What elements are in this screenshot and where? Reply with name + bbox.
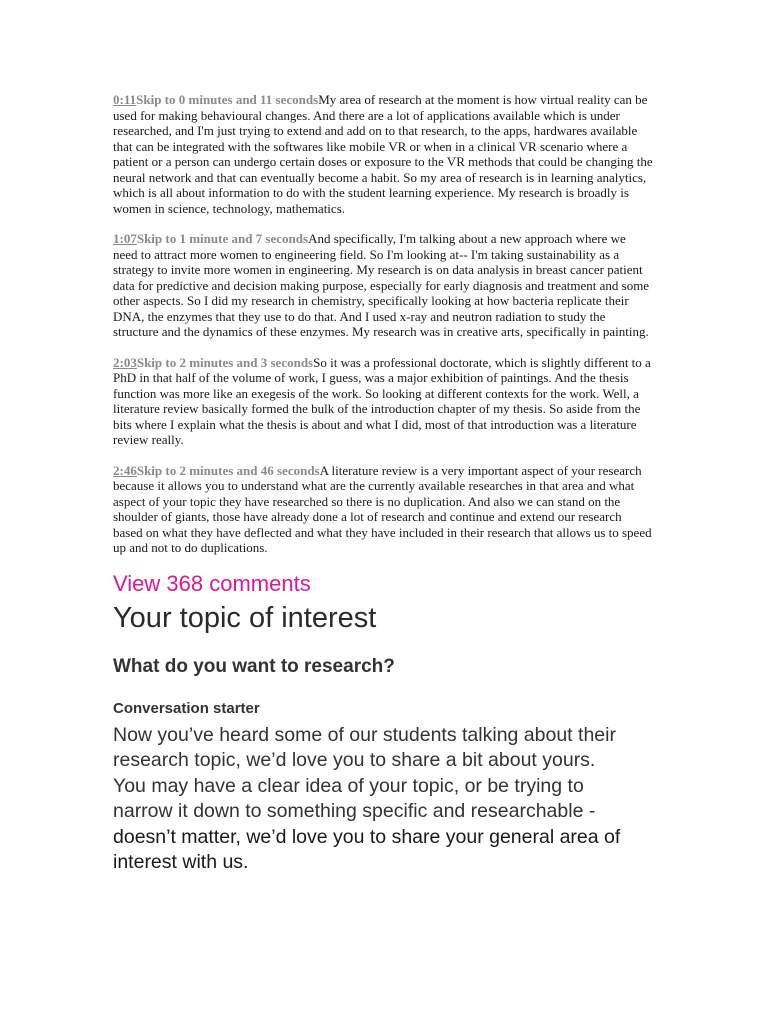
transcript-text: And specifically, I'm talking about a new approach where we need to attract more women to engineering field. So I'm looking at-- I'm taking sustainability as a strategy to invite more women in engineering. My research is on data analysis in breast cancer patient data for predictive and decision making purpose, especially for early diagnosis and treatment and some other aspects. So I did my research in chemistry, specifically looking at how bacteria replicate their DNA, the enzymes that they use to do that. And I used x-ray and neutron radiation to study the structure and the dynamics of these enzymes. My research was in creative arts, specifically in painting. [113,231,650,339]
transcript-paragraph [113,231,653,340]
transcript-paragraph [113,355,653,448]
timestamp-link[interactable]: 2:03 [113,354,137,370]
page-title: Your topic of interest [113,601,377,634]
transcript-text: A literature review is a very important aspect of your research because it allows you to understand what are the currently available researches in that area and what aspect of your topic they have researched so there is no duplication. And also we can stand on the shoulder of giants, those have already done a lot of research and continue and extend our research based on what they have deflected and what they have included in their research that allows us to speed up and not to do duplications. [113,462,652,555]
view-comments-link[interactable]: View 368 comments [113,570,311,596]
transcript-paragraph [113,463,653,556]
page-content [113,92,653,876]
skip-to-time-link[interactable]: Skip to 0 minutes and 11 seconds [136,92,319,107]
starter-text-part: Now you’ve heard some of our students talking about their research topic, we’d love you to share a bit about yours. You may have a clear idea of your topic, or be trying to narrow it down to something specific and researchable - [113,723,616,822]
skip-to-time-link[interactable]: Skip to 2 minutes and 46 seconds [136,462,320,478]
section-heading: Conversation starter [113,699,260,717]
skip-to-time-link[interactable]: Skip to 1 minute and 7 seconds [136,231,309,246]
transcript-text: My area of research at the moment is how virtual reality can be used for making behavioural changes. And there are a lot of applications available which is under researched, and I'm just trying to extend and add on to that research, to the apps, hardwares available that can be integrated with the softwares like mobile VR or when in a clinical VR scenario where a patient or a person can undergo certain doses or exposure to the VR methods that could be changing the neural network and that can eventually become a habit. So my area of research is in learning analytics, which is all about information to do with the student learning experience. My research is broadly is women in science, technology, mathematics. [113,92,653,216]
video-transcript [113,92,653,556]
transcript-paragraph [113,92,653,216]
timestamp-link[interactable]: 0:11 [113,92,137,107]
transcript-text: So it was a professional doctorate, which is slightly different to a PhD in that half of the volume of work, I guess, was a major exhibition of paintings. And the thesis function was more like an exegesis of the work. So looking at different contexts for the work. Well, a literature review basically formed the bulk of the introduction chapter of my thesis. So aside from the bits where I explain what the thesis is about and what I did, most of that introduction was a literature review really. [113,354,651,447]
conversation-starter-text [113,723,633,876]
starter-text-part: doesn’t matter, we’d love you to share your general area of interest with us. [113,825,621,873]
skip-to-time-link[interactable]: Skip to 2 minutes and 3 seconds [136,354,314,370]
page-subtitle: What do you want to research? [113,655,395,677]
timestamp-link[interactable]: 1:07 [113,231,137,246]
timestamp-link[interactable]: 2:46 [113,462,137,478]
